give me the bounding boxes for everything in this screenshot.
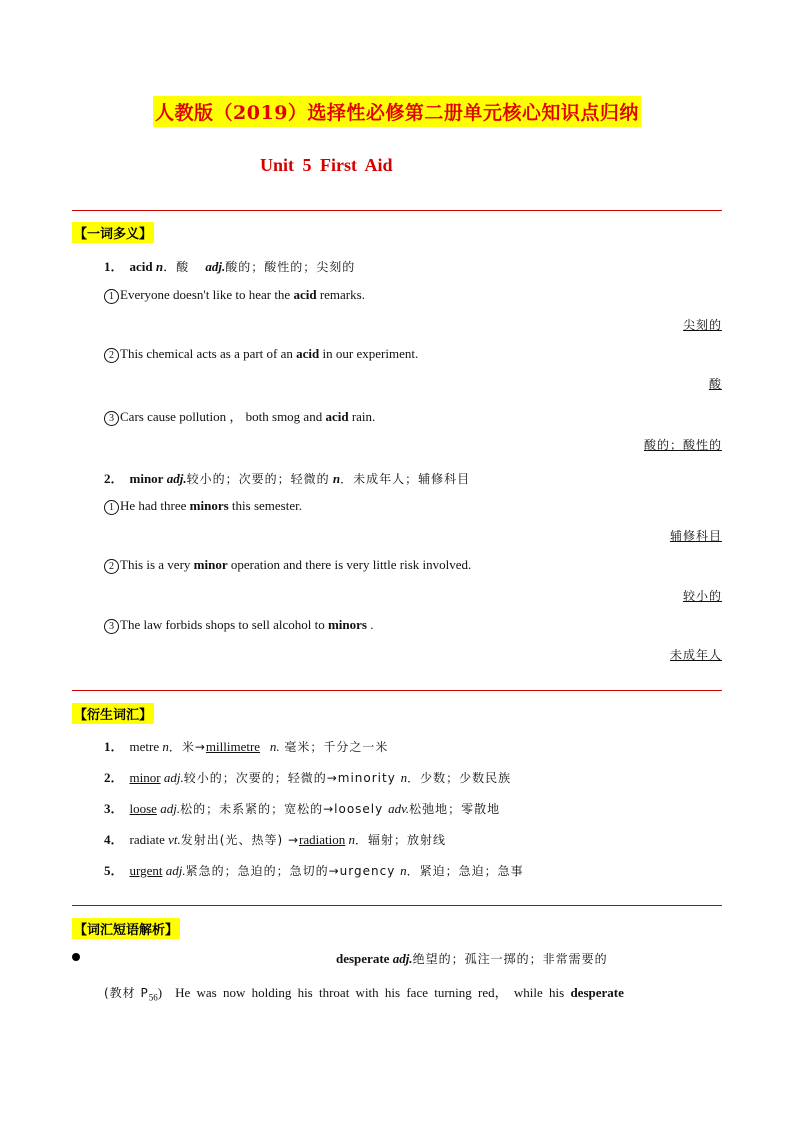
section-tag-phrases: 【词汇短语解析】 (72, 918, 180, 939)
example-sentence: 3 Cars cause pollution ， both smog and acid rain. (104, 406, 375, 426)
polysemy-item-minor: 2． minor adj.较小的；次要的；轻微的 n．未成年人；辅修科目 (104, 471, 471, 486)
section-divider (72, 905, 722, 906)
section-divider (72, 690, 722, 691)
answer-text: 酸的；酸性的 (643, 438, 722, 452)
example-sentence: 3 The law forbids shops to sell alcohol to minors . (104, 617, 373, 634)
answer-text: 尖刻的 (682, 318, 722, 332)
answer-text: 辅修科目 (669, 529, 722, 543)
example-sentence: 2 This is a very minor operation and there is very little risk involved. (104, 557, 471, 574)
answer-text: 未成年人 (669, 648, 722, 662)
derivative-item: 1． metre n．米→millimetre n. 毫米；千分之一米 (104, 739, 389, 754)
bullet-point (72, 953, 80, 961)
example-sentence: 2 This chemical acts as a part of an acid in our experiment. (104, 346, 418, 363)
polysemy-item-acid: 1． acid n．酸 adj.酸的；酸性的；尖刻的 (104, 259, 356, 274)
derivative-item: 3． loose adj.松的；未系紧的；宽松的→loosely adv.松弛地；零散地 (104, 801, 501, 816)
example-sentence: 1 He had three minors this semester. (104, 498, 302, 515)
unit-title: Unit 5 First Aid (260, 155, 393, 175)
answer-text: 较小的 (682, 589, 722, 603)
section-tag-polysemy: 【一词多义】 (72, 222, 154, 243)
answer-text: 酸 (708, 377, 722, 391)
section-divider (72, 210, 722, 211)
document-title: 人教版（2019）选择性必修第二册单元核心知识点归纳 (153, 96, 641, 127)
section-tag-derivatives: 【衍生词汇】 (72, 703, 154, 724)
headword-line: desperate adj.绝望的；孤注一掷的；非常需要的 (336, 951, 608, 966)
derivative-item: 5． urgent adj.紧急的；急迫的；急切的→urgency n．紧迫；急迫；急事 (104, 863, 524, 878)
source-sentence: (教材 $P_{56}$) He was now holding his throat with his face turning red， while his desperate (104, 985, 624, 1003)
derivative-item: 4． radiate vt.发射出(光、热等) →radiation n．辐射；放射线 (104, 832, 446, 847)
example-sentence: 1 Everyone doesn't like to hear the acid remarks. (104, 287, 365, 304)
derivative-item: 2． minor adj.较小的；次要的；轻微的→minority n．少数；少数民族 (104, 770, 512, 785)
